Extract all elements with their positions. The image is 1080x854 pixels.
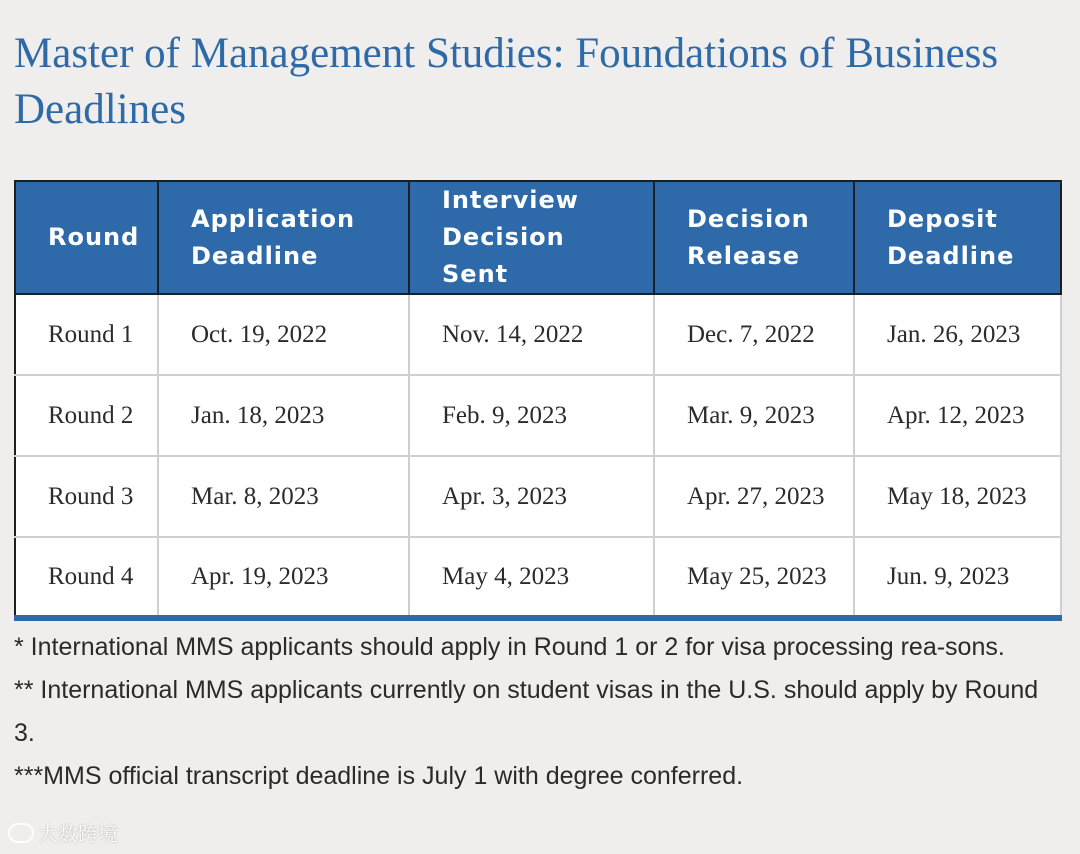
table-cell: Jan. 26, 2023 [854, 294, 1061, 375]
header-decision-release: Decision Release [654, 181, 854, 294]
footnotes [14, 626, 1054, 798]
watermark [8, 818, 118, 847]
table-row [15, 537, 1061, 618]
deadlines-table-container [14, 180, 1060, 621]
table-row [15, 375, 1061, 456]
header-interview-decision-sent: Interview Decision Sent [409, 181, 654, 294]
table-cell: Dec. 7, 2022 [654, 294, 854, 375]
page-title: Master of Management Studies: Foundations of Business Deadlines [14, 30, 999, 133]
table-cell: Jan. 18, 2023 [158, 375, 409, 456]
deadlines-table [14, 180, 1062, 621]
footnote-transcript-deadline: ***MMS official transcript deadline is July 1 with degree conferred. [14, 762, 744, 790]
table-row [15, 456, 1061, 537]
header-round: Round [15, 181, 158, 294]
table-cell: Round 4 [15, 537, 158, 618]
table-cell: Mar. 8, 2023 [158, 456, 409, 537]
table-cell: Apr. 12, 2023 [854, 375, 1061, 456]
table-cell: Round 3 [15, 456, 158, 537]
table-cell: Jun. 9, 2023 [854, 537, 1061, 618]
table-cell: Round 1 [15, 294, 158, 375]
header-application-deadline: Application Deadline [158, 181, 409, 294]
table-cell: Apr. 19, 2023 [158, 537, 409, 618]
table-cell: Round 2 [15, 375, 158, 456]
header-deposit-deadline: Deposit Deadline [854, 181, 1061, 294]
table-row [15, 294, 1061, 375]
watermark-text: 大数跨境 [38, 822, 118, 846]
watermark-logo-icon [8, 823, 34, 843]
table-header-row [15, 181, 1061, 294]
table-cell: May 18, 2023 [854, 456, 1061, 537]
footnote-visa-rounds: * International MMS applicants should apply in Round 1 or 2 for visa processing rea-sons. [14, 633, 1005, 661]
table-cell: Apr. 3, 2023 [409, 456, 654, 537]
table-cell: May 25, 2023 [654, 537, 854, 618]
table-cell: Nov. 14, 2022 [409, 294, 654, 375]
table-cell: Apr. 27, 2023 [654, 456, 854, 537]
table-cell: May 4, 2023 [409, 537, 654, 618]
footnote-student-visas: ** International MMS applicants currently on student visas in the U.S. should apply by Round 3. [14, 676, 1039, 747]
table-cell: Oct. 19, 2022 [158, 294, 409, 375]
table-cell: Feb. 9, 2023 [409, 375, 654, 456]
table-cell: Mar. 9, 2023 [654, 375, 854, 456]
